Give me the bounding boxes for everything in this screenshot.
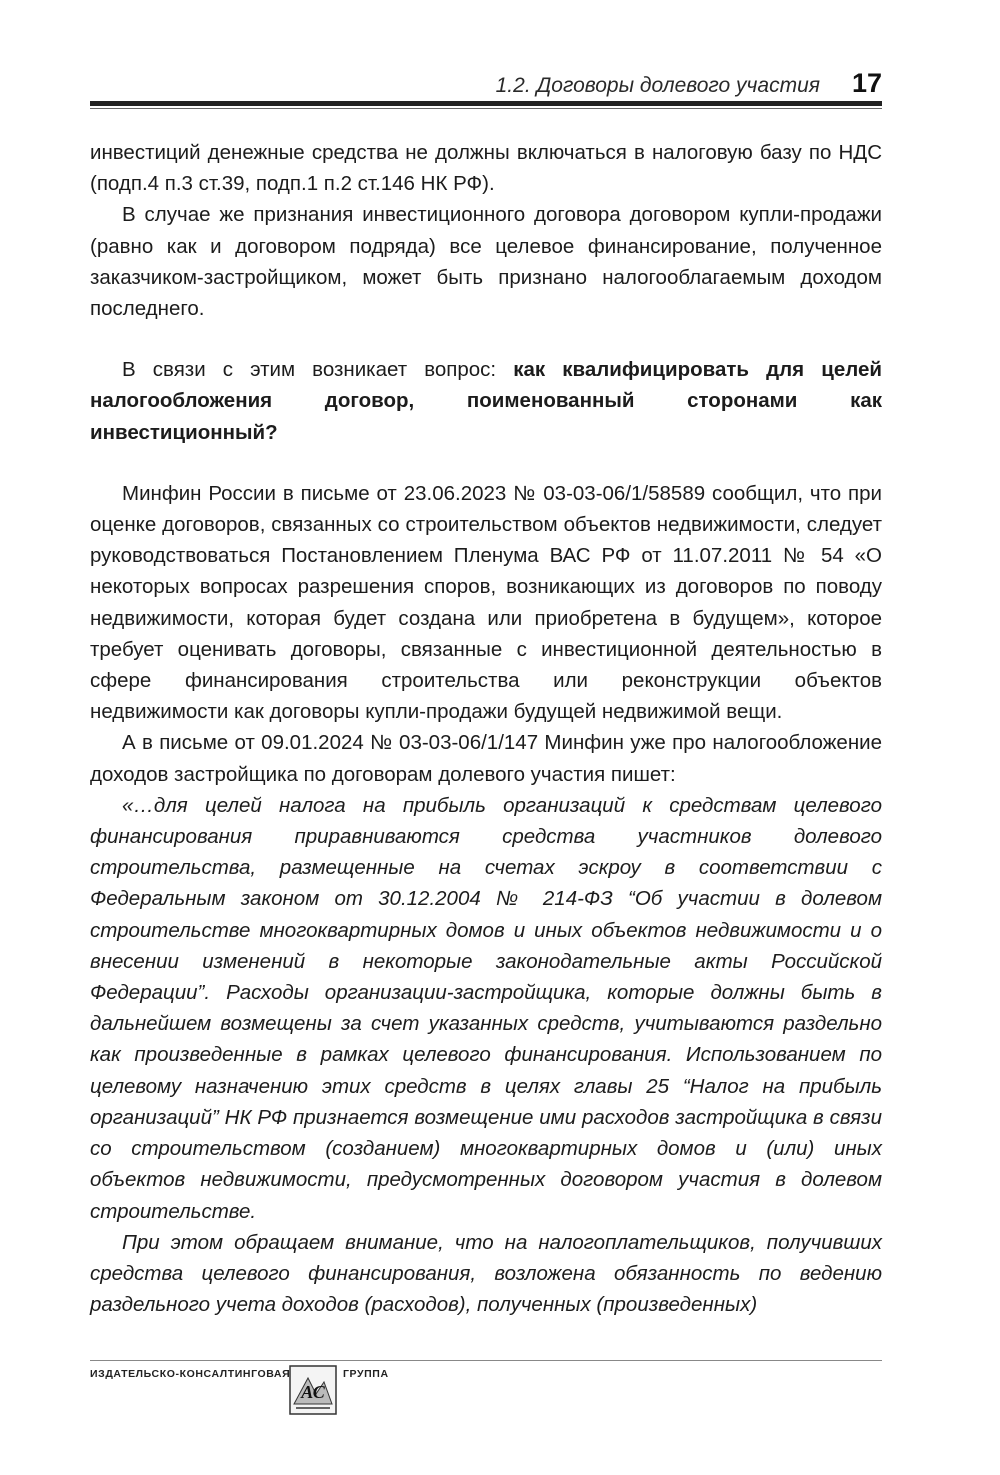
- header-rule: [90, 101, 882, 106]
- paragraph-2: В случае же признания инвестиционного договора договором купли-продажи (равно как и договором подряда) все целевое финансирование, полученное заказчиком-застройщиком, может быть признано налогооблагаемым доходом последнего.: [90, 203, 882, 321]
- running-header: [90, 62, 882, 102]
- question-bold: как квалифицировать для целей налогообложения договор, поименованный сторонами как инвестиционный?: [90, 358, 882, 444]
- paragraph-7: При этом обращаем внимание, что на налогоплательщиков, получивших средства целевого финансирования, возложена обязанность по ведению раздельного учета доходов (расходов), полученных (произведенных): [90, 1230, 882, 1317]
- page-body: [90, 137, 882, 1320]
- footer-rule: [90, 1360, 882, 1361]
- publisher-name: ИЗДАТЕЛЬСКО-КОНСАЛТИНГОВАЯ: [90, 1368, 291, 1380]
- paragraph-quote: «…для целей налога на прибыль организаций к средствам целевого финансирования приравниваются средства участников долевого строительства, размещенные на счетах эскроу в соответствии с Федеральным законом от 30.12.2004 № 214-ФЗ “Об участии в долевом строительстве многоквартирных домов и иных объектов недвижимости и о внесении изменений в некоторые законодательные акты Российской Федерации”. Расходы организации-застройщика, которые должны быть в дальнейшем возмещены за счет указанных средств, учитываются раздельно как произведенные в рамках целевого финансирования. Использованием по целевому назначению этих средств в целях главы 25 “Налог на прибыль организаций” НК РФ признается возмещение ими расходов застройщика в связи со строительством (созданием) многоквартирных домов и (или) иных объектов недвижимости, предусмотренных договором участия в долевом строительстве.: [90, 793, 882, 1223]
- paragraph-question: [90, 354, 882, 448]
- paragraph-1: инвестиций денежные средства не должны включаться в налоговую базу по НДС (подп.4 п.3 ст.39, подп.1 п.2 ст.146 НК РФ).: [90, 141, 882, 196]
- publisher-group: ГРУППА: [343, 1368, 389, 1380]
- publisher-logo-icon: [288, 1364, 338, 1416]
- paragraph-5: А в письме от 09.01.2024 № 03-03-06/1/147 Минфин уже про налогообложение доходов застройщика по договорам долевого участия пишет:: [90, 731, 882, 786]
- header-title: 1.2. Договоры долевого участия: [495, 74, 820, 97]
- question-lead: В связи с этим возникает вопрос:: [122, 358, 514, 382]
- spacer: [90, 448, 882, 478]
- logo-text: АС: [301, 1382, 325, 1402]
- header-rule-thin: [90, 108, 882, 109]
- paragraph-4: Минфин России в письме от 23.06.2023 № 03-03-06/1/58589 сообщил, что при оценке договоров, связанных со строительством объектов недвижимости, следует руководствоваться Постановлением Пленума ВАС РФ от 11.07.2011 № 54 «О некоторых вопросах разрешения споров, возникающих из договоров по поводу недвижимости, которая будет создана или приобретена в будущем», которое требует оценивать договоры, связанные с инвестиционной деятельностью в сфере финансирования строительства или реконструкции объектов недвижимости как договоры купли-продажи будущей недвижимой вещи.: [90, 481, 882, 724]
- page-number: 17: [851, 68, 882, 98]
- spacer: [90, 324, 882, 354]
